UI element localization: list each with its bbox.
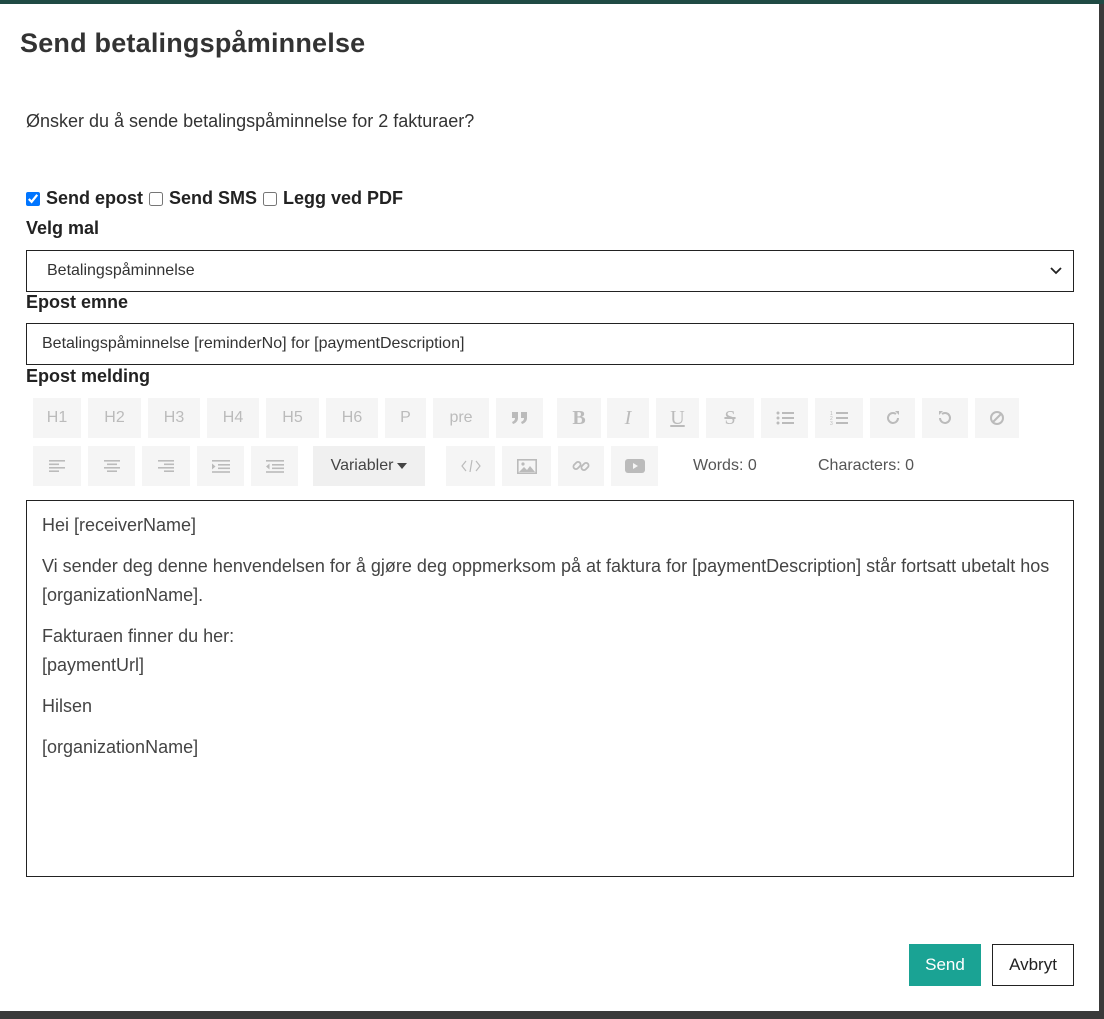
underline-button[interactable] <box>656 398 699 438</box>
subject-input[interactable] <box>26 323 1074 365</box>
outdent-button[interactable] <box>251 446 298 486</box>
template-selected-value: Betalingspåminnelse <box>47 262 195 279</box>
italic-button[interactable] <box>607 398 649 438</box>
send-sms-option[interactable] <box>149 188 257 209</box>
italic-icon: I <box>624 406 632 429</box>
redo-button[interactable] <box>870 398 915 438</box>
heading-h2-button[interactable]: H2 <box>88 398 141 438</box>
heading-h5-button[interactable]: H5 <box>266 398 319 438</box>
bold-icon: B <box>572 406 586 429</box>
variables-label: Variabler <box>330 457 394 474</box>
undo-icon <box>937 410 953 426</box>
insert-image-button[interactable] <box>502 446 551 486</box>
quote-icon <box>511 411 529 425</box>
svg-text:1: 1 <box>830 411 833 417</box>
template-label: Velg mal <box>26 218 100 238</box>
numbered-list-icon <box>830 410 848 426</box>
strikethrough-button[interactable] <box>706 398 754 438</box>
dialog-question: Ønsker du å sende betalingspåminnelse for 2 fakturaer? <box>26 111 475 131</box>
heading-h1-button[interactable]: H1 <box>33 398 81 438</box>
bullet-list-icon <box>776 411 794 425</box>
link-icon <box>572 457 590 475</box>
insert-video-button[interactable] <box>611 446 658 486</box>
numbered-list-button[interactable] <box>815 398 863 438</box>
word-count: Words: 0 <box>693 457 757 474</box>
image-icon <box>517 459 537 474</box>
message-signature: [organizationName] <box>42 737 199 757</box>
character-count: Characters: 0 <box>818 457 915 474</box>
chevron-down-icon <box>1049 263 1063 277</box>
align-center-button[interactable] <box>88 446 135 486</box>
underline-icon: U <box>670 406 685 429</box>
message-greeting: Hei [receiverName] <box>42 515 197 535</box>
attach-pdf-label: Legg ved PDF <box>283 188 404 208</box>
clear-format-button[interactable] <box>975 398 1019 438</box>
message-editor[interactable] <box>26 500 1074 877</box>
template-select[interactable] <box>26 250 1074 292</box>
outdent-icon <box>266 460 284 473</box>
svg-text:2: 2 <box>830 416 833 422</box>
message-invoice-link <box>42 622 1058 680</box>
caret-down-icon <box>397 463 407 469</box>
send-email-option[interactable] <box>26 188 143 209</box>
code-view-button[interactable] <box>446 446 495 486</box>
heading-h6-button[interactable]: H6 <box>326 398 378 438</box>
subject-value: Betalingspåminnelse [reminderNo] for [paymentDescription] <box>42 335 465 352</box>
heading-h3-button[interactable]: H3 <box>148 398 200 438</box>
cancel-button[interactable]: Avbryt <box>992 944 1074 986</box>
message-paragraph: Vi sender deg denne henvendelsen for å gjøre deg oppmerksom på at faktura for [paymentDescription] står fortsatt ubetalt hos [organizationName]. <box>42 556 1050 605</box>
redo-icon <box>885 410 901 426</box>
bold-button[interactable] <box>557 398 601 438</box>
align-right-button[interactable] <box>142 446 190 486</box>
send-email-label: Send epost <box>46 188 144 208</box>
insert-link-button[interactable] <box>558 446 604 486</box>
message-label: Epost melding <box>26 366 151 386</box>
reminder-dialog <box>0 4 1099 1011</box>
svg-text:3: 3 <box>830 421 833 426</box>
attach-pdf-option[interactable] <box>263 188 403 209</box>
code-icon <box>461 460 481 472</box>
align-center-icon <box>104 460 120 472</box>
clear-format-icon <box>989 410 1005 426</box>
message-invoice-text: Fakturaen finner du her: <box>42 626 235 646</box>
undo-button[interactable] <box>922 398 968 438</box>
send-button[interactable]: Send <box>909 944 981 986</box>
subject-label: Epost emne <box>26 292 129 312</box>
preformatted-button[interactable]: pre <box>433 398 489 438</box>
send-sms-checkbox[interactable] <box>149 192 163 206</box>
bullet-list-button[interactable] <box>761 398 808 438</box>
message-closing: Hilsen <box>42 696 93 716</box>
paragraph-button[interactable]: P <box>385 398 426 438</box>
message-payment-url: [paymentUrl] <box>42 655 145 675</box>
align-left-button[interactable] <box>33 446 81 486</box>
indent-button[interactable] <box>197 446 244 486</box>
indent-icon <box>212 460 230 473</box>
variables-dropdown[interactable] <box>313 446 425 486</box>
send-options <box>26 188 409 209</box>
align-left-icon <box>49 460 65 472</box>
quote-button[interactable] <box>496 398 543 438</box>
strikethrough-icon: S <box>724 406 736 429</box>
video-icon <box>625 459 645 473</box>
dialog-title: Send betalingspåminnelse <box>20 28 366 58</box>
align-right-icon <box>158 460 174 472</box>
attach-pdf-checkbox[interactable] <box>263 192 277 206</box>
send-email-checkbox[interactable] <box>26 192 40 206</box>
heading-h4-button[interactable]: H4 <box>207 398 259 438</box>
send-sms-label: Send SMS <box>169 188 258 208</box>
